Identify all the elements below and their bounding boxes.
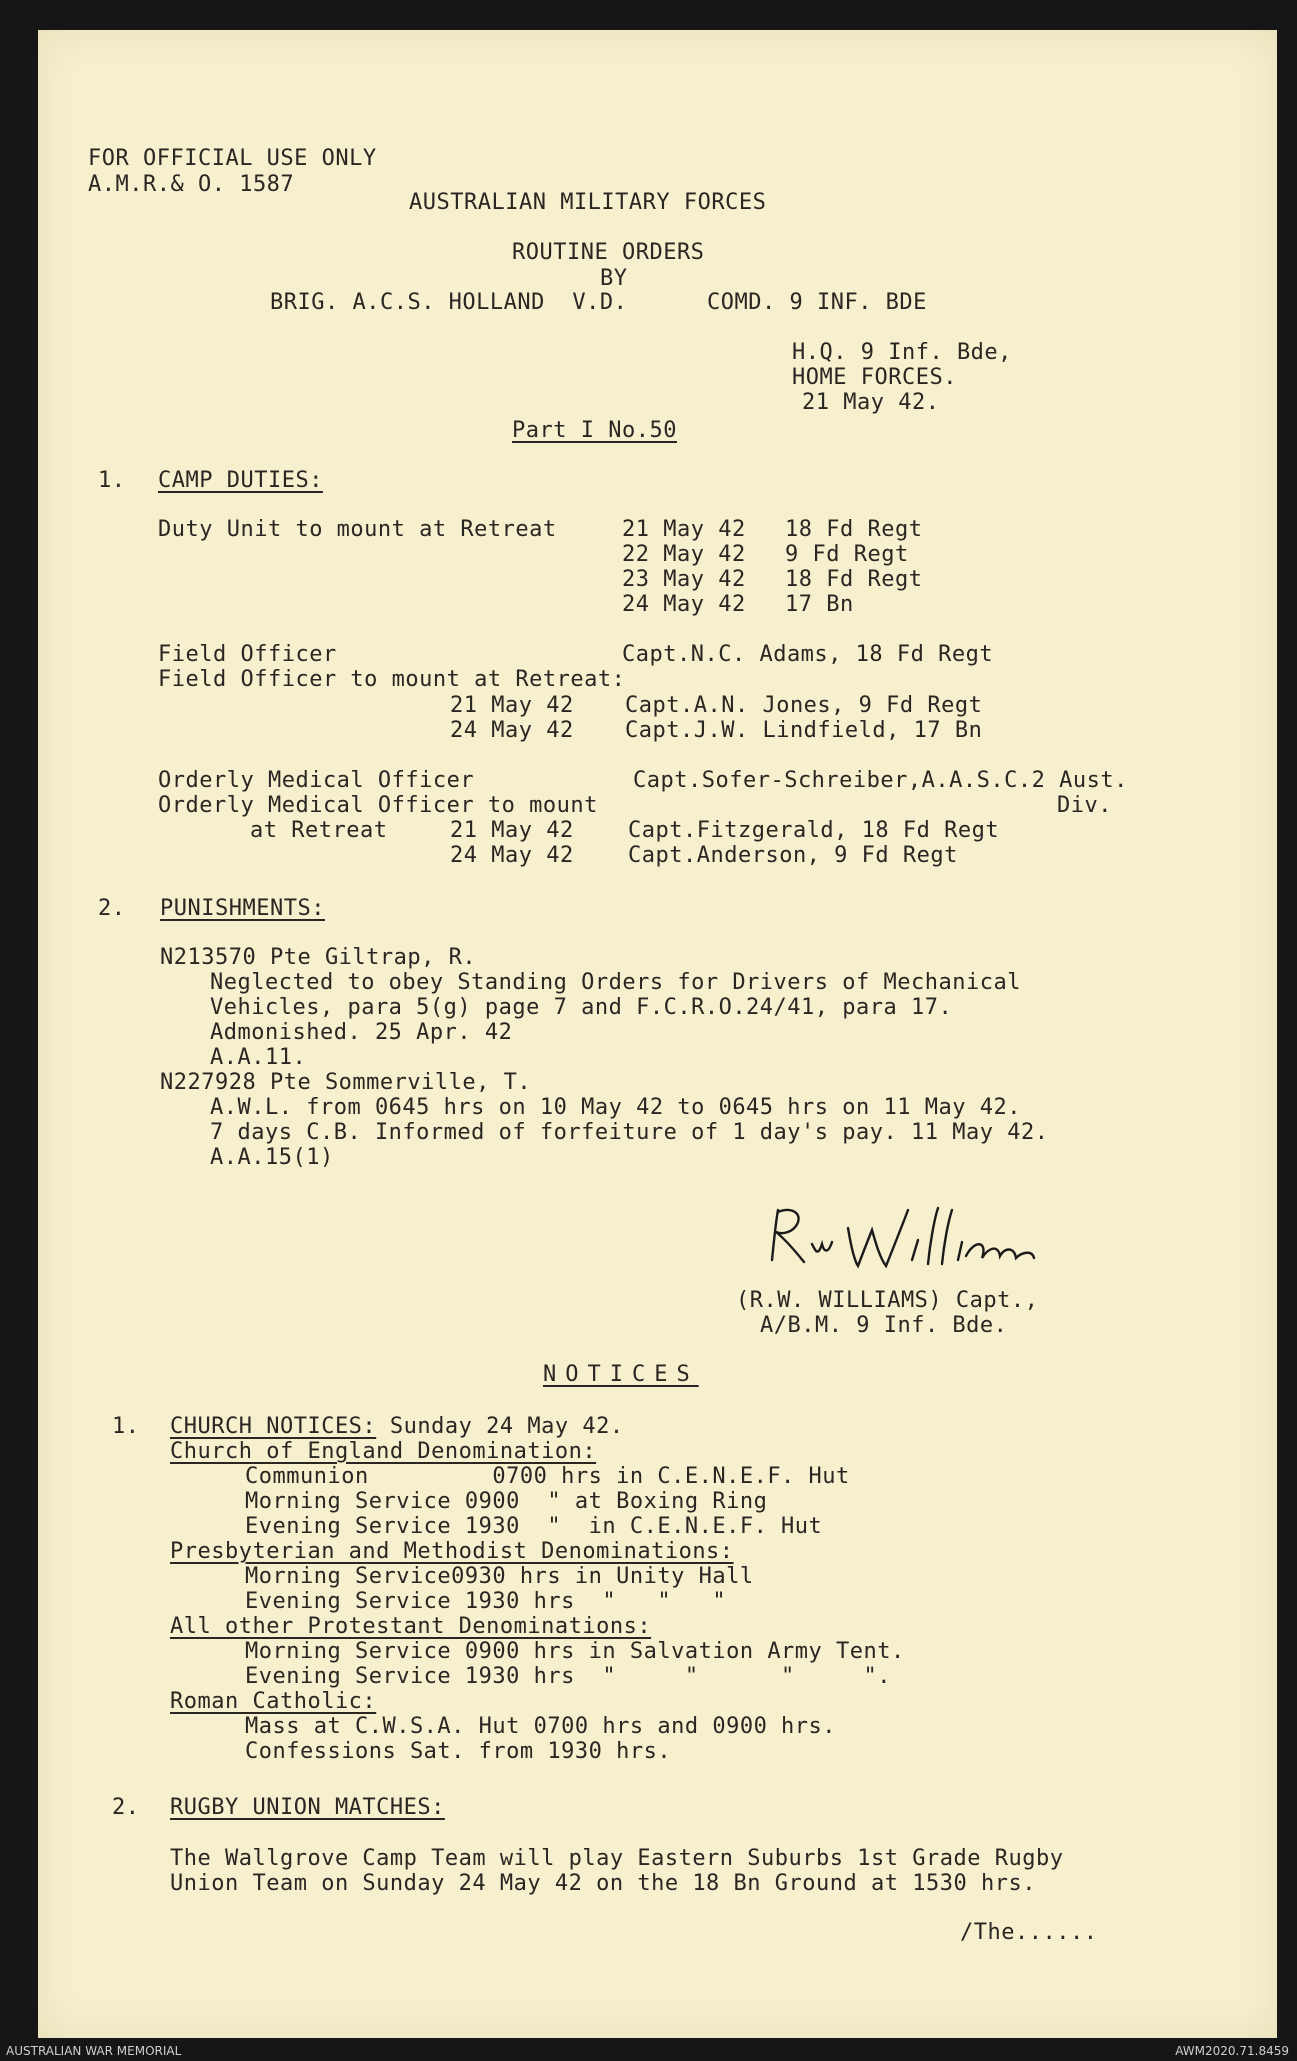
duty-unit: 17 Bn [785,592,854,617]
section-number: 1. [98,468,126,493]
handwritten-signature [752,1200,1092,1280]
commander-name: BRIG. A.C.S. HOLLAND V.D. [270,290,628,315]
part-number: Part I No.50 [512,418,677,443]
service-line: Morning Service0930 hrs in Unity Hall [245,1564,754,1589]
church-notices-heading: CHURCH NOTICES: [170,1414,377,1439]
omo-date: 21 May 42 [450,818,574,843]
field-officer-label: Field Officer [158,642,337,667]
church-day: Sunday 24 May 42. [376,1414,624,1439]
punishment-line: Admonished. 25 Apr. 42 [210,1020,513,1045]
service-line: Morning Service 0900 hrs in Salvation Army Tent. [245,1639,905,1664]
omo-label: Orderly Medical Officer [158,768,475,793]
omo-mount-label: Orderly Medical Officer to mount [158,793,598,818]
duty-unit-label: Duty Unit to mount at Retreat [158,517,557,542]
notices-heading: NOTICES [543,1362,699,1387]
duty-date: 23 May 42 [622,567,746,592]
punishments-heading: PUNISHMENTS: [160,896,325,921]
presbyterian-heading: Presbyterian and Methodist Denominations: [170,1539,734,1564]
fo-date: 21 May 42 [450,693,574,718]
service-line: Evening Service 1930 " in C.E.N.E.F. Hut [245,1514,823,1539]
camp-duties-heading: CAMP DUTIES: [158,468,323,493]
fo-date: 24 May 42 [450,718,574,743]
fo-officer: Capt.A.N. Jones, 9 Fd Regt [625,693,983,718]
duty-unit: 9 Fd Regt [785,542,909,567]
soldier-name: N213570 Pte Giltrap, R. [160,945,477,970]
service-line: Confessions Sat. from 1930 hrs. [245,1739,672,1764]
omo-officer: Capt.Fitzgerald, 18 Fd Regt [628,818,1000,843]
rugby-line: Union Team on Sunday 24 May 42 on the 18 Bn Ground at 1530 hrs. [170,1871,1036,1896]
punishment-line: A.A.15(1) [210,1145,334,1170]
other-protestant-heading: All other Protestant Denominations: [170,1614,652,1639]
official-use-label: FOR OFFICIAL USE ONLY [88,146,377,171]
signatory-name: (R.W. WILLIAMS) Capt., [736,1288,1039,1313]
section-number: 2. [98,896,126,921]
fo-officer: Capt.J.W. Lindfield, 17 Bn [625,718,983,743]
omo-name: Capt.Sofer-Schreiber,A.A.S.C.2 Aust. [633,768,1128,793]
coe-heading: Church of England Denomination: [170,1439,597,1464]
omo-division: Div. [1057,793,1112,818]
duty-date: 22 May 42 [622,542,746,567]
service-line: Mass at C.W.S.A. Hut 0700 hrs and 0900 hrs. [245,1714,837,1739]
notice-number: 1. [112,1414,140,1439]
service-line: Evening Service 1930 hrs " " " [245,1589,727,1614]
command-label: COMD. 9 INF. BDE [707,290,927,315]
service-line: Evening Service 1930 hrs " " " ". [245,1664,892,1689]
document-subtitle: ROUTINE ORDERS [512,240,705,265]
rugby-line: The Wallgrove Camp Team will play Eastern Suburbs 1st Grade Rugby [170,1846,1064,1871]
duty-unit: 18 Fd Regt [785,567,923,592]
duty-date: 21 May 42 [622,517,746,542]
punishment-line: A.A.11. [210,1045,307,1070]
punishment-line: 7 days C.B. Informed of forfeiture of 1 day's pay. 11 May 42. [210,1120,1049,1145]
omo-date: 24 May 42 [450,843,574,868]
roman-catholic-heading: Roman Catholic: [170,1689,377,1714]
document-title: AUSTRALIAN MILITARY FORCES [409,190,767,215]
punishment-line: A.W.L. from 0645 hrs on 10 May 42 to 0645 hrs on 11 May 42. [210,1095,1021,1120]
signatory-title: A/B.M. 9 Inf. Bde. [760,1313,1008,1338]
omo-officer: Capt.Anderson, 9 Fd Regt [628,843,958,868]
service-line: Morning Service 0900 " at Boxing Ring [245,1489,768,1514]
duty-unit: 18 Fd Regt [785,517,923,542]
rugby-heading: RUGBY UNION MATCHES: [170,1795,445,1820]
field-officer-name: Capt.N.C. Adams, 18 Fd Regt [622,642,994,667]
service-line: Communion 0700 hrs in C.E.N.E.F. Hut [245,1464,850,1489]
soldier-name: N227928 Pte Sommerville, T. [160,1070,532,1095]
footer-credit: AUSTRALIAN WAR MEMORIAL [6,2044,182,2058]
omo-at-retreat: at Retreat [250,818,388,843]
by-label: BY [600,266,628,291]
church-notice-line [170,1414,624,1439]
forces-line: HOME FORCES. [792,365,957,390]
punishment-line: Vehicles, para 5(g) page 7 and F.C.R.O.24/41, para 17. [210,995,953,1020]
order-date: 21 May 42. [802,390,940,415]
fo-mount-label: Field Officer to mount at Retreat: [158,667,626,692]
notice-number: 2. [112,1795,140,1820]
punishment-line: Neglected to obey Standing Orders for Drivers of Mechanical [210,970,1021,995]
hq-line: H.Q. 9 Inf. Bde, [792,340,1012,365]
duty-date: 24 May 42 [622,592,746,617]
continued-marker: /The...... [960,1920,1098,1945]
footer-accession: AWM2020.71.8459 [1175,2044,1289,2058]
amr-reference: A.M.R.& O. 1587 [88,172,295,197]
